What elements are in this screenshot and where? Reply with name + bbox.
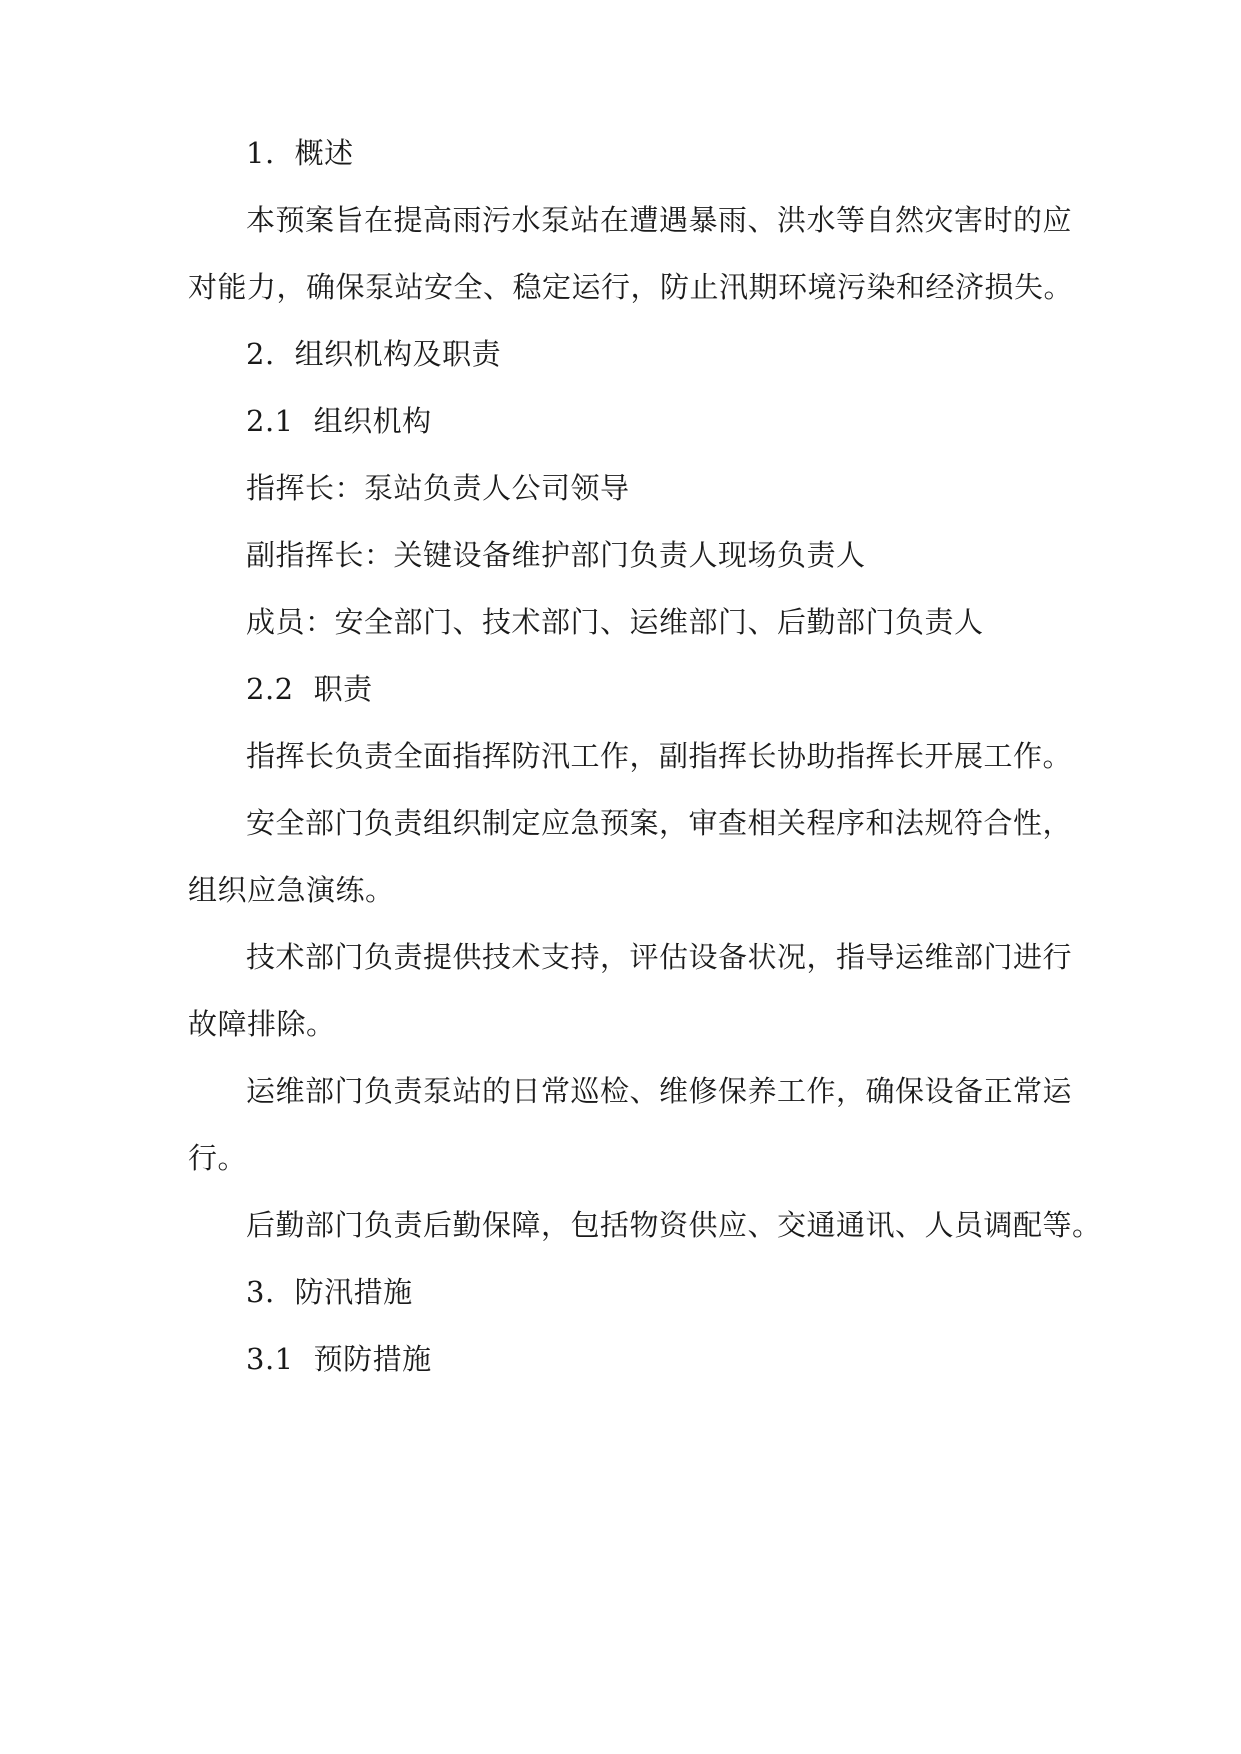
paragraph-line: 组织应急演练。	[188, 873, 395, 907]
paragraph-line: 行。	[188, 1141, 248, 1175]
subheading-2-1	[246, 401, 432, 441]
subheading-3-1	[246, 1339, 432, 1379]
heading-number: 1.	[246, 136, 275, 170]
subheading-2-2	[246, 669, 373, 709]
paragraph-line: 本预案旨在提高雨污水泵站在遭遇暴雨、洪水等自然灾害时的应	[246, 203, 1073, 237]
heading-text: 职责	[313, 672, 373, 706]
paragraph-line: 安全部门负责组织制定应急预案，审查相关程序和法规符合性，	[246, 806, 1073, 840]
paragraph-line: 运维部门负责泵站的日常巡检、维修保养工作，确保设备正常运	[246, 1074, 1073, 1108]
paragraph-line: 后勤部门负责后勤保障，包括物资供应、交通通讯、人员调配等。	[246, 1208, 1102, 1242]
paragraph-line: 对能力，确保泵站安全、稳定运行，防止汛期环境污染和经济损失。	[188, 270, 1074, 304]
heading-text: 概述	[294, 136, 354, 170]
heading-number: 2.2	[246, 672, 294, 706]
heading-text: 防汛措施	[294, 1275, 413, 1309]
paragraph-line: 指挥长：泵站负责人公司领导	[246, 471, 630, 505]
paragraph-line: 成员：安全部门、技术部门、运维部门、后勤部门负责人	[246, 605, 984, 639]
heading-text: 组织机构及职责	[294, 337, 502, 371]
paragraph-line: 故障排除。	[188, 1007, 336, 1041]
heading-2	[246, 334, 501, 374]
heading-number: 2.1	[246, 404, 294, 438]
heading-number: 3.1	[246, 1342, 294, 1376]
heading-text: 组织机构	[313, 404, 432, 438]
paragraph-line: 副指挥长：关键设备维护部门负责人现场负责人	[246, 538, 866, 572]
heading-text: 预防措施	[313, 1342, 432, 1376]
paragraph-line: 指挥长负责全面指挥防汛工作，副指挥长协助指挥长开展工作。	[246, 739, 1073, 773]
heading-number: 3.	[246, 1275, 275, 1309]
heading-3	[246, 1272, 413, 1312]
heading-1	[246, 133, 354, 173]
heading-number: 2.	[246, 337, 275, 371]
paragraph-line: 技术部门负责提供技术支持，评估设备状况，指导运维部门进行	[246, 940, 1073, 974]
